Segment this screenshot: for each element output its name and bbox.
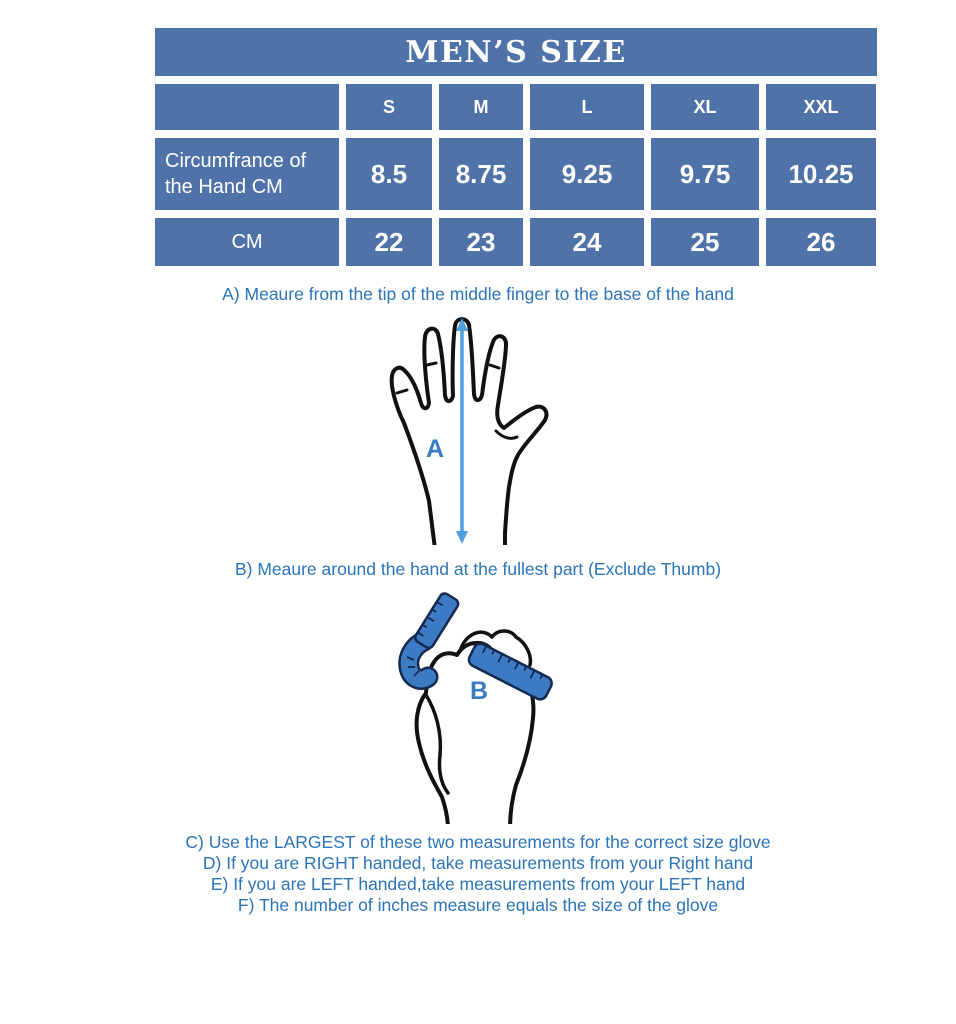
table-title: MEN’S SIZE [155, 28, 877, 76]
table-cell: 23 [439, 218, 523, 266]
hand-length-diagram [383, 313, 555, 545]
table-cell: 9.75 [651, 138, 759, 210]
table-cell: 22 [346, 218, 432, 266]
instruction-f: F) The number of inches measure equals the size of the glove [237, 895, 719, 915]
hand-measure-label: A [425, 435, 445, 463]
tape-left-upper [413, 592, 460, 650]
row-label-cm: CM [155, 218, 339, 266]
table-corner-cell [155, 84, 339, 130]
table-cell: 24 [530, 218, 644, 266]
instruction-d: D) If you are RIGHT handed, take measurements from your Right hand [202, 853, 754, 873]
table-cell: 8.75 [439, 138, 523, 210]
row-label-circumference: Circumfrance of the Hand CM [155, 138, 339, 210]
table-cell: 26 [766, 218, 876, 266]
hand-outline [392, 319, 547, 545]
fist-illustration [396, 589, 561, 824]
hand-circumference-diagram [396, 589, 561, 824]
size-header-m: M [439, 84, 523, 130]
instruction-b: B) Meaure around the hand at the fullest part (Exclude Thumb) [234, 559, 722, 579]
table-cell: 8.5 [346, 138, 432, 210]
instruction-a: A) Meaure from the tip of the middle finger to the base of the hand [222, 284, 734, 304]
instruction-c: C) Use the LARGEST of these two measurements for the correct size glove [185, 832, 771, 852]
size-header-xxl: XXL [766, 84, 876, 130]
instruction-e: E) If you are LEFT handed,take measurements from your LEFT hand [210, 874, 746, 894]
open-hand-illustration [383, 313, 555, 545]
table-cell: 10.25 [766, 138, 876, 210]
size-header-s: S [346, 84, 432, 130]
size-header-xl: XL [651, 84, 759, 130]
table-cell: 9.25 [530, 138, 644, 210]
table-cell: 25 [651, 218, 759, 266]
size-header-l: L [530, 84, 644, 130]
fist-measure-label: B [469, 677, 489, 705]
mens-size-table [155, 84, 876, 266]
